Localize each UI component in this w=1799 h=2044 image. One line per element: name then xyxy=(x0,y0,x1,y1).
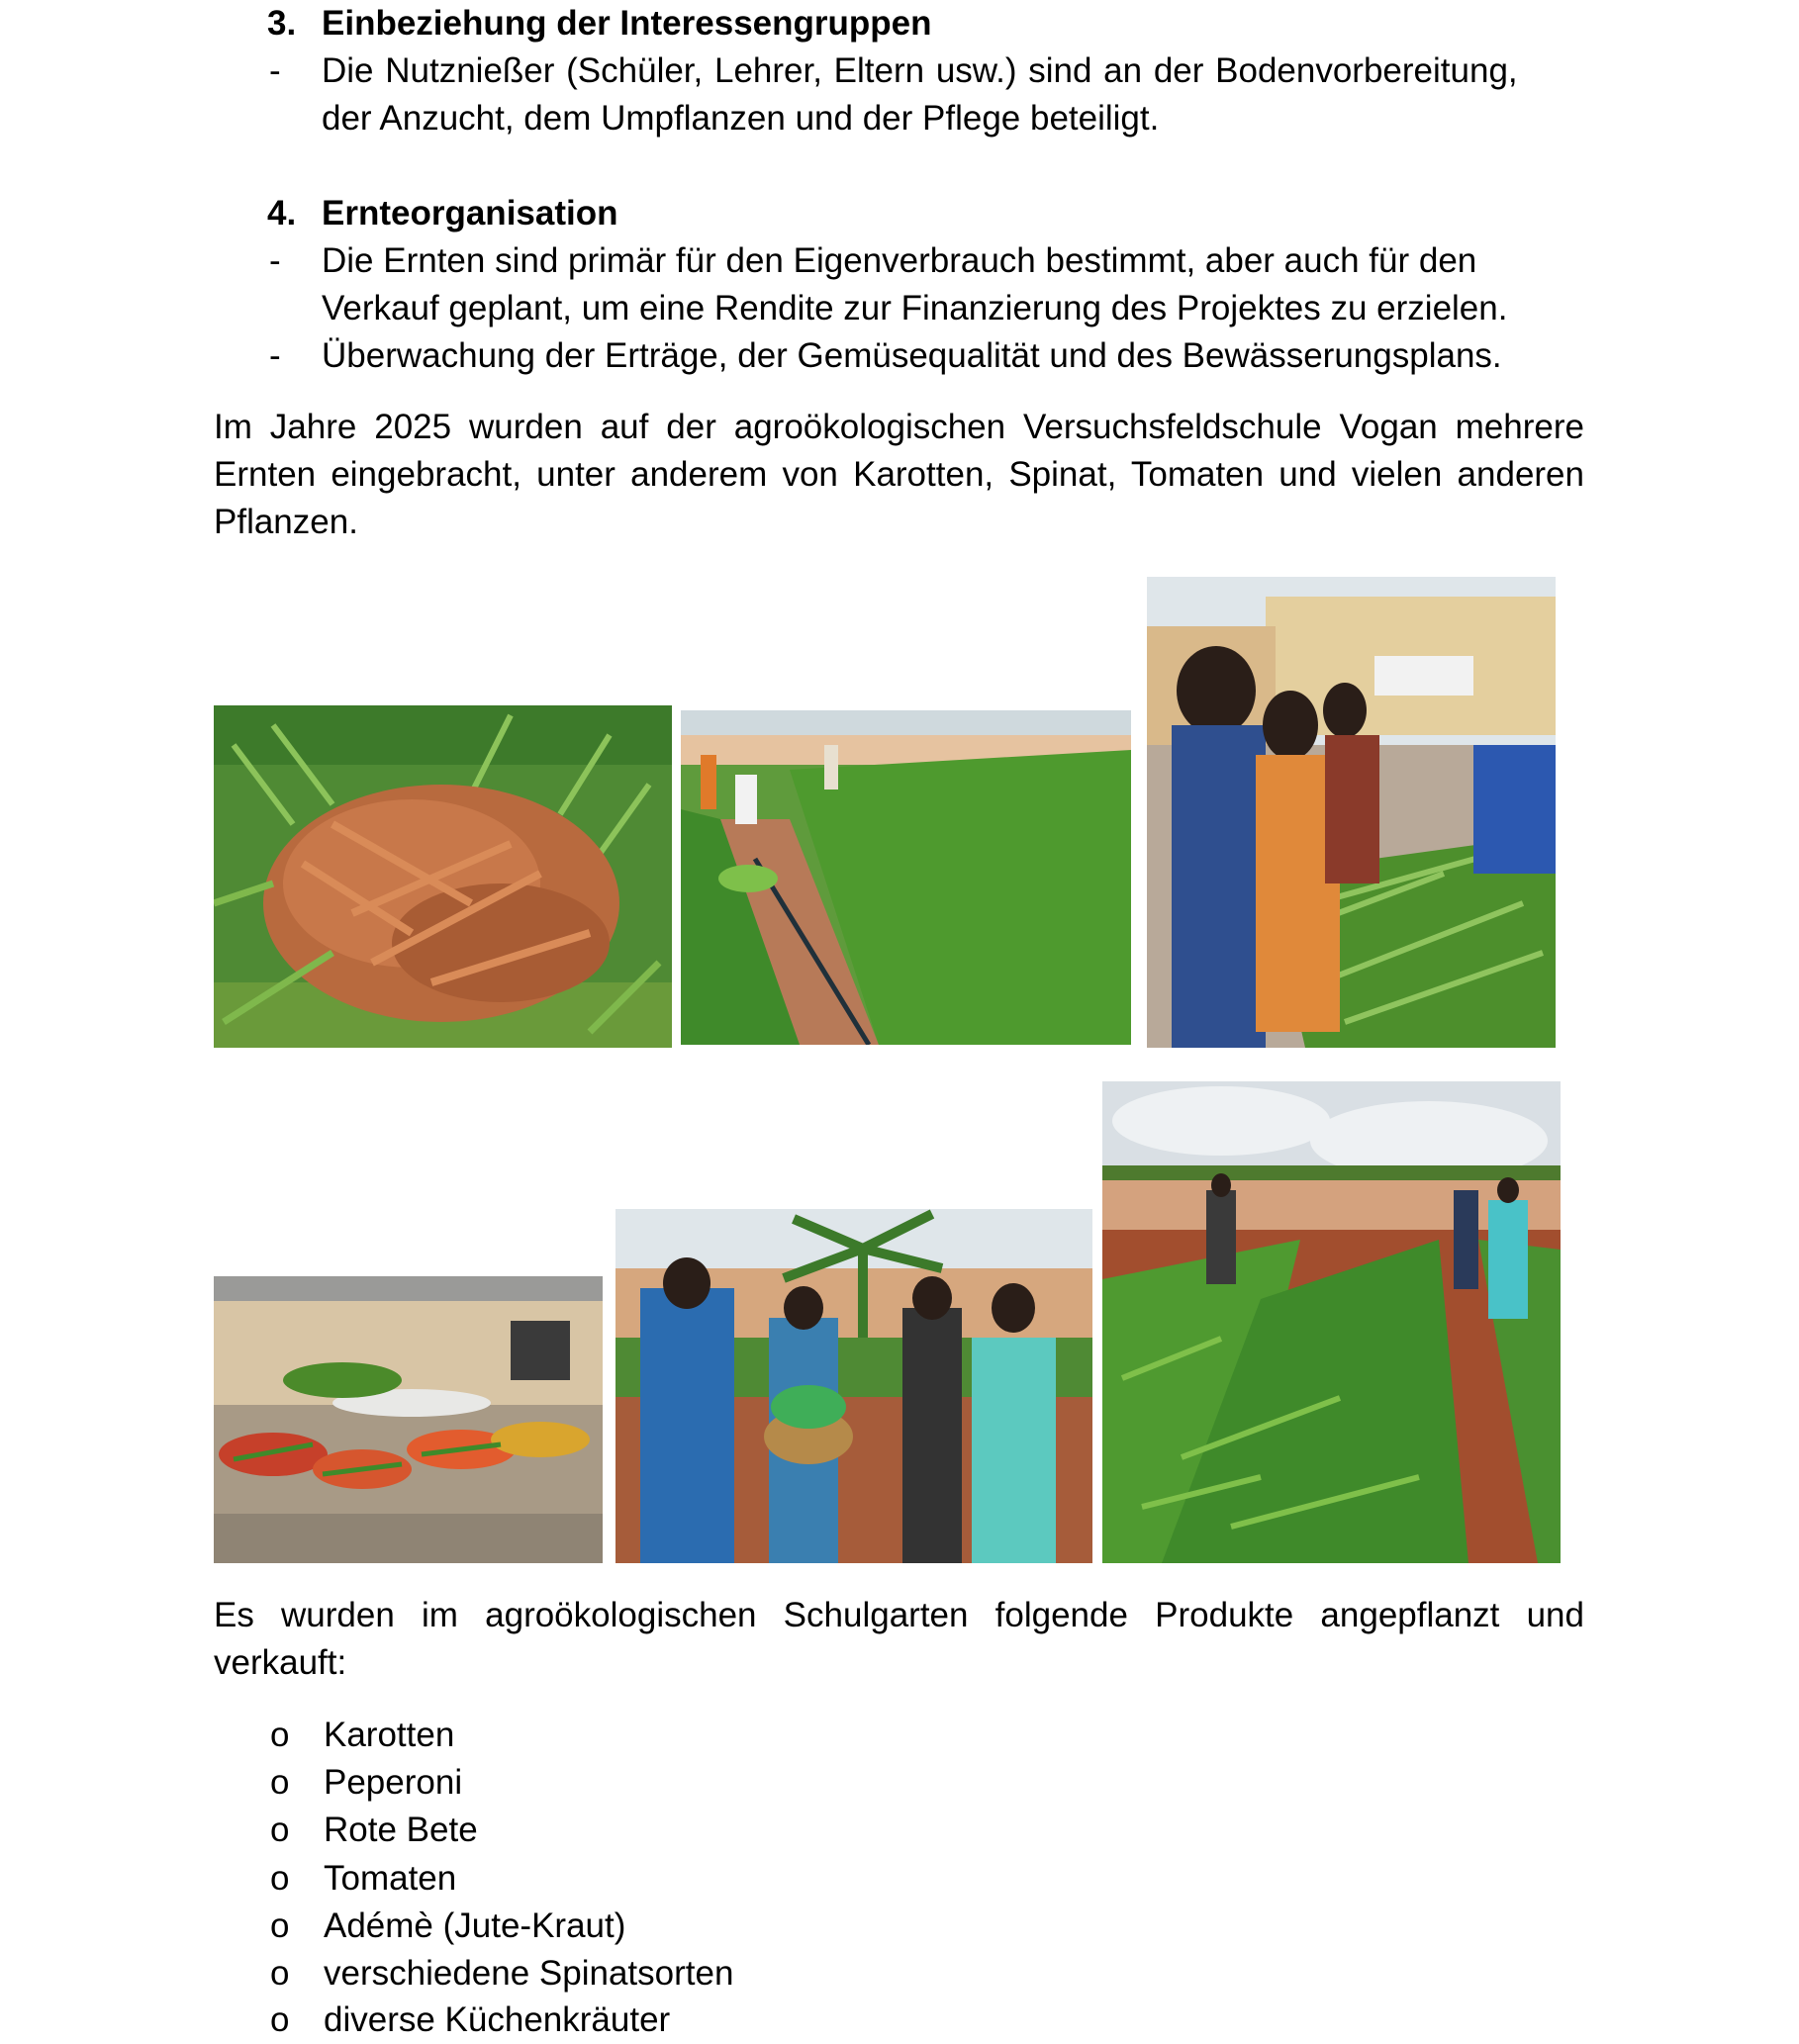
section-3-number: 3. xyxy=(267,4,297,43)
product-list-item-2: Peperoni xyxy=(324,1763,463,1802)
product-list-item-7-mark: o xyxy=(270,2000,290,2039)
section-4-bullet-1-line-1: Die Ernten sind primär für den Eigenverbrauch bestimmt, aber auch für den xyxy=(322,241,1477,280)
photo-harvested-carrots xyxy=(214,705,672,1048)
section-4-bullet-1-line-2: Verkauf geplant, um eine Rendite zur Finanzierung des Projektes zu erzielen. xyxy=(322,289,1508,327)
section-4-title: Ernteorganisation xyxy=(322,194,618,232)
product-list-item-1: Karotten xyxy=(324,1716,455,1754)
section-3-title: Einbeziehung der Interessengruppen xyxy=(322,4,932,43)
section-4-number: 4. xyxy=(267,194,297,232)
product-list-item-5-mark: o xyxy=(270,1906,290,1945)
photo-peppers-on-table xyxy=(214,1276,603,1563)
product-list-item-4: Tomaten xyxy=(324,1859,457,1898)
section-3-bullet-1-line-2: der Anzucht, dem Umpflanzen und der Pflege beteiligt. xyxy=(322,99,1160,138)
photo-group-with-harvest-basket xyxy=(615,1209,1092,1563)
product-list-item-6-mark: o xyxy=(270,1954,290,1993)
photo-garden-beds-workers xyxy=(681,710,1131,1045)
product-list-item-3-mark: o xyxy=(270,1811,290,1849)
section-4-bullet-2-line-1: Überwachung der Erträge, der Gemüsequalität und des Bewässerungsplans. xyxy=(322,336,1502,375)
photo-garden-rows-visitors xyxy=(1102,1081,1561,1563)
section-4-bullet-1-mark: - xyxy=(269,241,281,280)
product-list-item-4-mark: o xyxy=(270,1859,290,1898)
photo-women-sorting-harvest xyxy=(1147,577,1556,1048)
product-list-item-1-mark: o xyxy=(270,1716,290,1754)
products-paragraph: Es wurden im agroökologischen Schulgarten folgende Produkte angepflanzt und verkauft: xyxy=(214,1596,1584,1682)
product-list-item-3: Rote Bete xyxy=(324,1811,478,1849)
intro-paragraph: Im Jahre 2025 wurden auf der agroökologischen Versuchsfeldschule Vogan mehrere Ernten eingebracht, unter anderem von Karotten, Spinat, Tomaten und vielen anderen Pflanzen. xyxy=(214,408,1584,541)
section-3-bullet-1-mark: - xyxy=(269,51,281,90)
section-4-bullet-2-mark: - xyxy=(269,336,281,375)
product-list-item-2-mark: o xyxy=(270,1763,290,1802)
product-list-item-6: verschiedene Spinatsorten xyxy=(324,1954,734,1993)
product-list-item-5: Adémè (Jute-Kraut) xyxy=(324,1906,626,1945)
section-3-bullet-1-line-1: Die Nutznießer (Schüler, Lehrer, Eltern usw.) sind an der Bodenvorbereitung, xyxy=(322,51,1518,90)
product-list-item-7: diverse Küchenkräuter xyxy=(324,2000,671,2039)
